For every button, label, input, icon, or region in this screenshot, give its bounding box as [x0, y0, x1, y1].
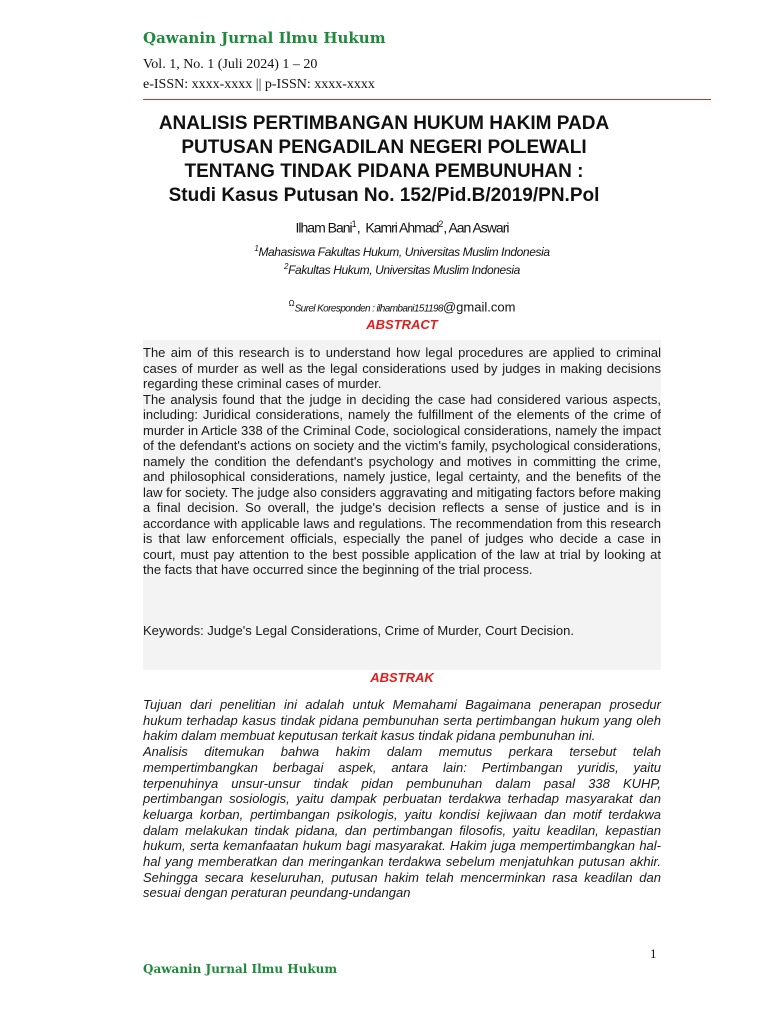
journal-name: Qawanin Jurnal Ilmu Hukum [143, 29, 386, 47]
abstract-body [143, 345, 661, 578]
author-name: Ilham Bani [295, 219, 352, 236]
email-domain[interactable]: @gmail.com [442, 299, 516, 315]
journal-header [143, 28, 386, 95]
author-sup: 1 [351, 219, 357, 229]
affiliation-1 [143, 244, 661, 259]
affiliation-sup: 1 [254, 244, 259, 253]
subtitle-line: Studi Kasus Putusan No. 152/Pid.B/2019/PN.Pol [168, 185, 600, 206]
footer-journal-name: Qawanin Jurnal Ilmu Hukum [143, 962, 338, 976]
author-sup: 2 [438, 219, 444, 229]
correspondence-label: Surel Koresponden : [294, 303, 377, 315]
title-line: PUTUSAN PENGADILAN NEGERI POLEWALI [181, 137, 587, 158]
affiliation-text: Fakultas Hukum, Universitas Muslim Indonesia [288, 263, 520, 277]
abstrak-heading: ABSTRAK [370, 670, 434, 685]
title-line: TENTANG TINDAK PIDANA PEMBUNUHAN : [184, 161, 584, 182]
email-user[interactable]: ilhambani151198 [376, 303, 443, 315]
affiliation-2 [143, 262, 661, 277]
author-name: Aan Aswari [448, 219, 509, 236]
abstrak-paragraph: Analisis ditemukan bahwa hakim dalam memutus perkara tersebut telah mempertimbangkan berbagai aspek, antara lain: Pertimbangan yuridis, yaitu terpenuhinya unsur-unsur tindak pidan pembunuhan dalam pasal 338 KUHP, pertimbangan sosiologis, yaitu dampak perbuatan terdakwa terhadap masyarakat dan keluarga korban, pertimbangan psikologis, yaitu kondisi kejiwaan dan motif terdakwa dalam melakukan tindak pidana, dan pertimbangan filosofis, yaitu keadilan, kepastian hukum, serta kemanfaatan hukum bagi masyarakat. Hakim juga mempertimbangkan hal-hal yang memberatkan dan meringankan terdakwa sebelum menjatuhkan putusan akhir. Sehingga secara keseluruhan, putusan hakim telah mencerminkan rasa keadilan dan sesuai dengan peraturan peundang-undangan [143, 744, 661, 901]
affiliation-sup: 2 [284, 262, 289, 271]
abstrak-paragraph: Tujuan dari penelitian ini adalah untuk Memahami Bagaimana penerapan prosedur hukum terhadap kasus tindak pidana pembunuhan serta pertimbangan hukum yang oleh hakim dalam membuat keputusan terkait kasus tindak pidana pembunuhan ini. [143, 697, 661, 744]
abstract-paragraph: The analysis found that the judge in deciding the case had considered various aspects, including: Juridical considerations, namely the fulfillment of the elements of the crime of murder in Article 338 of the Criminal Code, sociological considerations, namely the impact of the defendant's actions on society and the victim's family, psychological considerations, namely the condition the defendant's psychology and motives in committing the crime, and philosophical considerations, namely justice, legal certainty, and the benefits of the law for society. The judge also considers aggravating and mitigating factors before making a final decision. So overall, the judge's decision reflects a sense of justice and is in accordance with applicable laws and regulations. The recommendation from this research is that law enforcement officials, especially the panel of judges who decide a case in court, must pay attention to the best possible application of the law at trial by looking at the facts that have occurred since the beginning of the trial process. [143, 391, 661, 577]
affiliation-text: Mahasiswa Fakultas Hukum, Universitas Muslim Indonesia [258, 245, 550, 259]
abstract-keywords: Keywords: Judge's Legal Considerations, Crime of Murder, Court Decision. [143, 623, 574, 638]
issn-info: e-ISSN: xxxx-xxxx || p-ISSN: xxxx-xxxx [143, 77, 375, 92]
header-divider [143, 99, 711, 100]
abstract-paragraph: The aim of this research is to understand how legal procedures are applied to criminal cases of murder as well as the legal considerations used by judges in making decisions regarding these criminal cases of murder. [143, 345, 661, 391]
correspondence-sup: Ω [288, 299, 295, 308]
author-list: Ilham Bani$^1$, Kamri Ahmad$^2$, Aan Aswari [295, 219, 509, 236]
title-line: ANALISIS PERTIMBANGAN HUKUM HAKIM PADA [158, 113, 610, 134]
page-number: 1 [650, 946, 657, 961]
paper-title [110, 112, 658, 208]
abstract-heading: ABSTRACT [366, 317, 438, 332]
correspondence-line [143, 299, 661, 314]
volume-info: Vol. 1, No. 1 (Juli 2024) 1 – 20 [143, 57, 318, 72]
abstrak-body [143, 697, 661, 901]
author-name: Kamri Ahmad [365, 219, 439, 236]
